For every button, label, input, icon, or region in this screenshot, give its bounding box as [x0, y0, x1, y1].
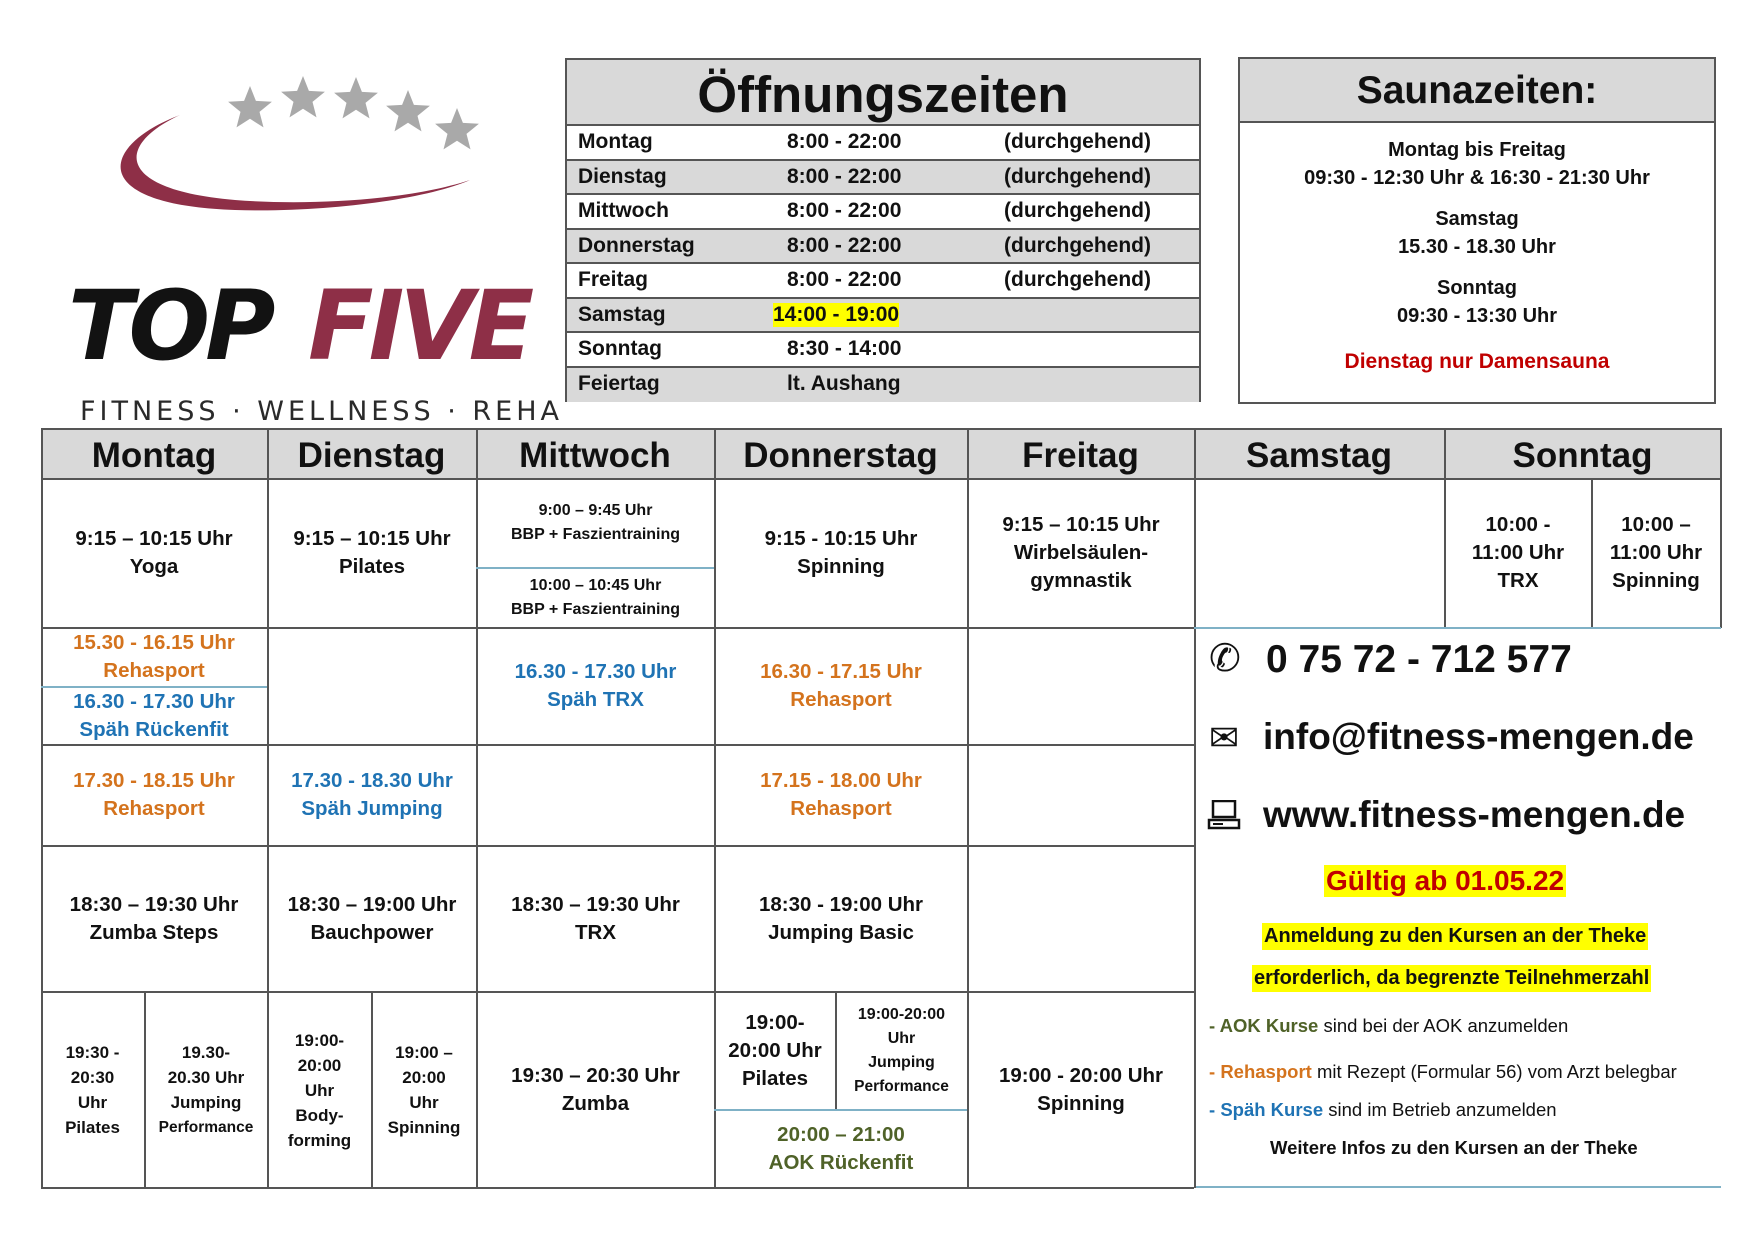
hours-row — [567, 333, 1199, 368]
course-line: Body- — [295, 1105, 344, 1125]
day-header-montag: Montag — [41, 428, 267, 478]
course-time: 9:15 - 10:15 Uhr — [764, 526, 918, 550]
grid-line — [1194, 428, 1196, 1188]
course-name: gymnastik — [1030, 568, 1132, 592]
course-line: 11:00 Uhr — [1471, 540, 1565, 564]
course-schedule — [41, 428, 1721, 1188]
opening-hours-title: Öffnungszeiten — [567, 60, 1199, 126]
course-time: 18:30 – 19:00 Uhr — [287, 892, 457, 916]
course-cell-rehasport — [41, 745, 267, 845]
logo-star — [281, 76, 325, 117]
course-cell — [968, 478, 1194, 627]
computer-icon-svg — [1207, 800, 1241, 830]
course-cell-aok — [715, 1111, 967, 1187]
course-cell-rehasport — [715, 745, 967, 845]
course-time: 17.30 - 18.30 Uhr — [291, 769, 453, 792]
hours-note: (durchgehend) — [1004, 164, 1151, 188]
hours-time: 8:00 - 22:00 — [787, 130, 902, 153]
course-cell-rehasport — [41, 628, 267, 686]
course-time: 19:00 - 20:00 Uhr — [998, 1064, 1164, 1087]
logo-word-five: FIVE — [308, 270, 530, 382]
course-cell — [41, 478, 267, 627]
website-link[interactable]: www.fitness-mengen.de — [1263, 794, 1686, 835]
course-name: Yoga — [129, 554, 179, 578]
phone-number[interactable]: 0 75 72 - 712 577 — [1266, 638, 1572, 681]
grid-line — [1720, 428, 1722, 478]
note-text: sind bei der AOK anzumelden — [1318, 1015, 1569, 1036]
course-line: Performance — [854, 1077, 949, 1095]
sauna-title: Saunazeiten: — [1240, 59, 1714, 123]
course-time: 10:00 – 10:45 Uhr — [529, 577, 662, 594]
course-line: forming — [287, 1130, 352, 1150]
course-name: Rehasport — [103, 659, 205, 682]
registration-notice-line1: Anmeldung zu den Kursen an der Theke — [1262, 923, 1648, 950]
course-line: 19:30 - — [65, 1043, 120, 1062]
note-prefix: - — [1209, 1099, 1221, 1120]
note-aok — [1209, 1015, 1568, 1037]
note-key-aok: AOK Kurse — [1219, 1015, 1319, 1036]
course-cell-spaeh — [41, 688, 267, 744]
course-name: Zumba — [561, 1092, 630, 1115]
note-key-spaeh: Späh Kurse — [1220, 1099, 1324, 1120]
note-prefix: - — [1209, 1015, 1220, 1036]
course-line: 20:00 — [402, 1068, 446, 1087]
hours-time: 8:30 - 14:00 — [787, 337, 902, 360]
hours-row — [567, 195, 1199, 230]
course-line: 20.30 Uhr — [167, 1068, 245, 1087]
course-line: 19:00 – — [395, 1043, 453, 1062]
course-line: 20:00 Uhr — [728, 1038, 822, 1062]
grid-line — [1194, 627, 1721, 629]
course-line: 19:00-20:00 — [857, 1005, 946, 1023]
note-rehasport — [1209, 1061, 1677, 1083]
course-name: AOK Rückenfit — [768, 1151, 914, 1174]
day-header-freitag: Freitag — [967, 428, 1194, 478]
course-cell — [477, 478, 714, 567]
opening-hours-table — [565, 58, 1201, 402]
course-name: Rehasport — [790, 688, 892, 711]
day-header-donnerstag: Donnerstag — [714, 428, 967, 478]
logo-star — [386, 90, 430, 131]
course-cell — [715, 992, 835, 1109]
hours-time: 8:00 - 22:00 — [787, 268, 902, 291]
hours-row — [567, 264, 1199, 299]
day-header-samstag: Samstag — [1194, 428, 1444, 478]
course-time: 9:15 – 10:15 Uhr — [1002, 512, 1160, 536]
email-link[interactable]: info@fitness-mengen.de — [1263, 716, 1694, 757]
course-time: 9:00 – 9:45 Uhr — [538, 501, 653, 519]
sauna-weekday-label: Montag bis Freitag — [1388, 139, 1566, 161]
logo-stars — [228, 76, 479, 149]
course-line: TRX — [1497, 568, 1539, 592]
hours-day: Donnerstag — [578, 233, 695, 257]
note-text: mit Rezept (Formular 56) vom Arzt belegbar — [1311, 1061, 1677, 1082]
course-name: BBP + Faszientraining — [510, 525, 681, 543]
course-cell — [968, 992, 1194, 1188]
hours-row — [567, 126, 1199, 161]
sauna-saturday-label: Samstag — [1435, 208, 1519, 230]
logo-swoosh-and-stars — [60, 60, 530, 280]
grid-line — [1194, 1186, 1721, 1188]
hours-day: Freitag — [578, 268, 649, 291]
course-line: 20:30 — [70, 1068, 115, 1087]
hours-day: Sonntag — [578, 337, 662, 360]
course-time: 18:30 - 19:00 Uhr — [758, 892, 924, 916]
hours-row — [567, 299, 1199, 334]
course-line: Uhr — [77, 1093, 108, 1112]
course-name: Jumping Basic — [768, 920, 914, 944]
hours-note: (durchgehend) — [1004, 199, 1151, 222]
course-name: Späh TRX — [547, 688, 644, 711]
hours-row — [567, 368, 1199, 403]
hours-day: Feiertag — [578, 371, 660, 395]
course-cell — [268, 478, 476, 627]
hours-time: 8:00 - 22:00 — [787, 199, 902, 222]
note-spaeh — [1209, 1099, 1557, 1121]
hours-time: lt. Aushang — [787, 371, 901, 395]
course-line: Jumping — [868, 1053, 935, 1071]
valid-from-notice: Gültig ab 01.05.22 — [1326, 865, 1565, 896]
course-cell — [268, 846, 476, 991]
course-cell-spaeh — [477, 628, 714, 744]
hours-time: 8:00 - 22:00 — [787, 164, 902, 188]
course-time: 16.30 - 17.15 Uhr — [760, 660, 922, 683]
course-cell — [477, 992, 714, 1188]
logo-swoosh — [121, 115, 470, 210]
course-line: Uhr — [409, 1093, 439, 1112]
logo-word-top: TOP — [68, 270, 271, 382]
course-line: Pilates — [65, 1118, 120, 1137]
course-cell — [1592, 478, 1720, 627]
course-time: 9:15 – 10:15 Uhr — [75, 526, 233, 550]
day-header-sonntag: Sonntag — [1444, 428, 1721, 478]
course-cell — [41, 992, 144, 1188]
course-time: 9:15 – 10:15 Uhr — [293, 526, 451, 550]
course-line: 10:00 - — [1485, 512, 1551, 536]
course-line: 10:00 – — [1621, 512, 1691, 536]
grid-line — [1720, 478, 1722, 628]
course-line: Jumping — [170, 1093, 242, 1112]
hours-note: (durchgehend) — [1004, 130, 1151, 153]
hours-time: 8:00 - 22:00 — [787, 233, 902, 257]
course-time: 18:30 – 19:30 Uhr — [511, 892, 680, 916]
course-time: 20:00 – 21:00 — [777, 1123, 905, 1146]
course-name: Pilates — [338, 554, 406, 578]
note-key-rehasport: Rehasport — [1220, 1061, 1312, 1082]
course-name: Spinning — [797, 554, 885, 578]
course-time: 19:30 – 20:30 Uhr — [511, 1064, 680, 1087]
envelope-icon: ✉ — [1209, 717, 1240, 758]
sauna-sunday-time: 09:30 - 13:30 Uhr — [1396, 305, 1558, 327]
course-time: 17.30 - 18.15 Uhr — [73, 769, 235, 792]
logo-star — [334, 77, 378, 118]
hours-day: Mittwoch — [578, 199, 669, 222]
course-cell — [477, 569, 714, 627]
course-time: 18:30 – 19:30 Uhr — [69, 892, 239, 916]
course-line: Pilates — [741, 1066, 809, 1090]
day-header-mittwoch: Mittwoch — [476, 428, 714, 478]
course-cell-spaeh — [268, 745, 476, 845]
hours-day: Montag — [578, 130, 653, 153]
hours-row — [567, 230, 1199, 265]
course-name: Späh Jumping — [301, 797, 443, 820]
course-cell — [372, 992, 476, 1188]
hours-day: Samstag — [578, 302, 666, 326]
course-cell — [145, 992, 267, 1188]
course-name: Rehasport — [790, 797, 892, 820]
course-cell — [41, 846, 267, 991]
computer-icon — [1207, 800, 1241, 836]
phone-icon: ✆ — [1209, 638, 1241, 680]
sauna-saturday-time: 15.30 - 18.30 Uhr — [1398, 236, 1556, 258]
course-cell — [1445, 478, 1591, 627]
course-time: 15.30 - 16.15 Uhr — [73, 631, 235, 654]
course-line: Uhr — [887, 1029, 916, 1047]
hours-row — [567, 161, 1199, 196]
sauna-hours-box — [1238, 57, 1716, 404]
course-time: 17.15 - 18.00 Uhr — [760, 769, 922, 792]
course-line: 11:00 Uhr — [1609, 540, 1703, 564]
course-cell — [715, 846, 967, 991]
course-cell-rehasport — [715, 628, 967, 744]
course-line: Uhr — [304, 1080, 335, 1100]
note-prefix: - — [1209, 1061, 1221, 1082]
course-time: 16.30 - 17.30 Uhr — [73, 690, 235, 713]
hours-time-highlighted: 14:00 - 19:00 — [773, 302, 900, 326]
logo-star — [435, 108, 479, 149]
course-name: Bauchpower — [310, 920, 434, 944]
day-header-dienstag: Dienstag — [267, 428, 476, 478]
course-line: 19:00- — [294, 1030, 345, 1050]
top-five-logo — [60, 60, 563, 427]
grid-line — [41, 428, 1721, 430]
course-line: 19.30- — [181, 1043, 231, 1062]
hours-note: (durchgehend) — [1004, 268, 1151, 291]
course-name: BBP + Faszientraining — [510, 601, 681, 618]
hours-day: Dienstag — [578, 164, 667, 188]
course-line: 20:00 — [297, 1055, 342, 1075]
sauna-sunday-label: Sonntag — [1437, 277, 1517, 299]
logo-star — [228, 86, 272, 127]
course-name: Zumba Steps — [89, 920, 219, 944]
course-name: Rehasport — [103, 797, 205, 820]
course-line: Spinning — [1612, 568, 1700, 592]
course-name: Späh Rückenfit — [79, 718, 229, 741]
course-cell — [477, 846, 714, 991]
course-line: Spinning — [387, 1118, 461, 1137]
course-name: Wirbelsäulen- — [1013, 540, 1149, 564]
course-line: 19:00- — [745, 1010, 805, 1034]
more-info-note: Weitere Infos zu den Kursen an der Theke — [1270, 1137, 1638, 1158]
course-line: Performance — [158, 1119, 254, 1136]
course-name: Spinning — [1037, 1092, 1125, 1115]
sauna-weekday-time: 09:30 - 12:30 Uhr & 16:30 - 21:30 Uhr — [1304, 167, 1650, 189]
note-text: sind im Betrieb anzumelden — [1323, 1099, 1557, 1120]
course-cell — [836, 992, 967, 1109]
sauna-notice: Dienstag nur Damensauna — [1344, 350, 1610, 373]
course-time: 16.30 - 17.30 Uhr — [514, 660, 677, 683]
course-cell — [268, 992, 371, 1188]
course-name: TRX — [575, 920, 616, 944]
hours-note: (durchgehend) — [1004, 233, 1151, 257]
registration-notice-line2: erforderlich, da begrenzte Teilnehmerzahl — [1252, 965, 1651, 992]
logo-tagline: FITNESS · WELLNESS · REHA — [80, 396, 563, 427]
course-cell — [715, 478, 967, 627]
